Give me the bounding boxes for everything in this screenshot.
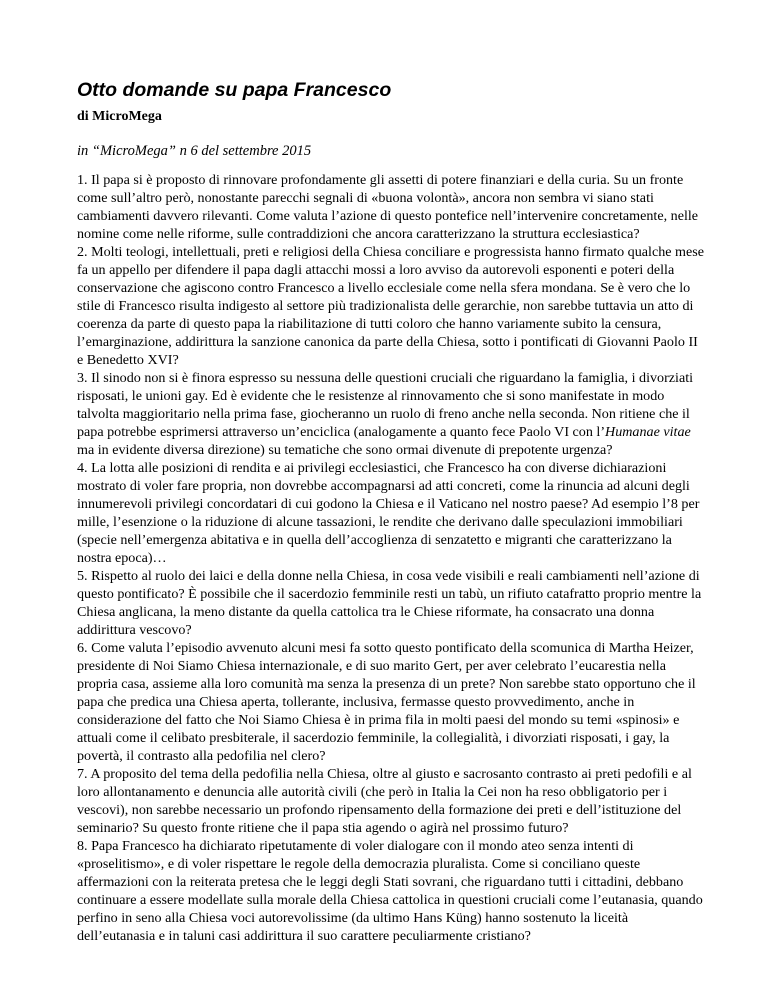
question-italic-title: Humanae vitae (605, 424, 691, 440)
document-source: in “MicroMega” n 6 del settembre 2015 (77, 143, 312, 159)
question-3 (77, 369, 707, 459)
question-1 (77, 171, 707, 243)
question-text: 8. Papa Francesco ha dichiarato ripetutamente di voler dialogare con il mondo ateo senza intenti di «proselitismo», e di voler rispettare le regole della democrazia pluralista. Come si conciliano queste affermazioni con la reiterata pretesa che le leggi degli Stati sovrani, che riguardano tutti i cittadini, debbano continuare a essere modellate sulla morale della Chiesa cattolica in questioni cruciali come l’eutanasia, quando perfino in seno alla Chiesa voci autorevolissime (da ultimo Hans Küng) hanno sostenuto la liceità dell’eutanasia e in taluni casi addirittura il suo carattere peculiarmente cristiano? (77, 838, 703, 944)
question-text-continued: ma in evidente diversa direzione) su tematiche che sono ormai divenute di prepotente urgenza? (77, 442, 613, 458)
question-text: 1. Il papa si è proposto di rinnovare profondamente gli assetti di potere finanziari e della curia. Su un fronte come sull’altro però, nonostante parecchi segnali di «buona volontà», ancora non sembra vi siano stati cambiamenti davvero rilevanti. Come valuta l’azione di questo pontefice nell’intervenire concretamente, nelle nomine come nelle riforme, sulle contraddizioni che ancora caratterizzano la struttura ecclesiastica? (77, 172, 699, 242)
document-title: Otto domande su papa Francesco (77, 79, 392, 101)
document-byline: di MicroMega (77, 109, 162, 124)
question-5 (77, 567, 707, 639)
question-8 (77, 837, 707, 945)
document-body (77, 171, 707, 945)
question-2 (77, 243, 707, 369)
question-7 (77, 765, 707, 837)
question-text: 6. Come valuta l’episodio avvenuto alcuni mesi fa sotto questo pontificato della scomunica di Martha Heizer, presidente di Noi Siamo Chiesa internazionale, e di suo marito Gert, per aver celebrato l’eucarestia nella propria casa, assieme alla loro comunità ma senza la presenza di un prete? Non sarebbe stato opportuno che il papa che predica una Chiesa aperta, tollerante, inclusiva, fermasse questo provvedimento, anche in considerazione del fatto che Noi Siamo Chiesa è in prima fila in molti paesi del mondo su temi «spinosi» e attuali come il celibato presbiterale, il sacerdozio femminile, la collegialità, i divorziati risposati, i gay, la povertà, il contrasto alla pedofilia nel clero? (77, 640, 696, 764)
question-text: 5. Rispetto al ruolo dei laici e della donne nella Chiesa, in cosa vede visibili e reali cambiamenti nell’azione di questo pontificato? È possibile che il sacerdozio femminile resti un tabù, un rifiuto catafratto proprio mentre la Chiesa anglicana, la meno distante da quella cattolica tra le Chiese riformate, ha consacrato una donna addirittura vescovo? (77, 568, 702, 638)
question-4 (77, 459, 707, 567)
question-text: 3. Il sinodo non si è finora espresso su nessuna delle questioni cruciali che riguardano la famiglia, i divorziati risposati, le unioni gay. Ed è evidente che le resistenze al rinnovamento che si sono manifestate in modo talvolta maggioritario nella prima fase, giocheranno un ruolo di freno anche nella seconda. Non ritiene che il papa potrebbe esprimersi attraverso un’enciclica (analogamente a quanto fece Paolo VI con l’ (77, 370, 694, 440)
question-6 (77, 639, 707, 765)
question-text: 4. La lotta alle posizioni di rendita e ai privilegi ecclesiastici, che Francesco ha con diverse dichiarazioni mostrato di voler fare propria, non dovrebbe accompagnarsi ad atti concreti, come la rinuncia ad alcuni degli innumerevoli privilegi concordatari di cui godono la Chiesa e il Vaticano nel nostro paese? Ad esempio l’8 per mille, l’esenzione o la riduzione di alcune tassazioni, le rendite che derivano dalle speculazioni immobiliari (specie nell’emergenza abitativa e in quella dell’accoglienza di senzatetto e migranti che caratterizzano la nostra epoca)… (77, 460, 700, 566)
question-text: 2. Molti teologi, intellettuali, preti e religiosi della Chiesa conciliare e progressista hanno firmato qualche mese fa un appello per difendere il papa dagli attacchi mossi a loro avviso da autorevoli esponenti e poteri della conservazione che agiscono contro Francesco a livello ecclesiale come nella sfera mondana. Se è vero che lo stile di Francesco risulta indigesto al settore più tradizionalista delle gerarchie, non sarebbe tuttavia un atto di coerenza da parte di questo papa la riabilitazione di tutti coloro che hanno variamente subito la censura, l’emarginazione, addirittura la sanzione canonica da parte della Chiesa, sotto i pontificati di Giovanni Paolo II e Benedetto XVI? (77, 244, 704, 368)
question-text: 7. A proposito del tema della pedofilia nella Chiesa, oltre al giusto e sacrosanto contrasto ai preti pedofili e al loro allontanamento e denuncia alle autorità civili (che però in Italia la Cei non ha reso obbligatorio per i vescovi), non sarebbe necessario un profondo ripensamento della formazione dei preti e dell’istituzione del seminario? Su questo fronte ritiene che il papa stia agendo o agirà nel prossimo futuro? (77, 766, 692, 836)
document-page (77, 78, 707, 945)
